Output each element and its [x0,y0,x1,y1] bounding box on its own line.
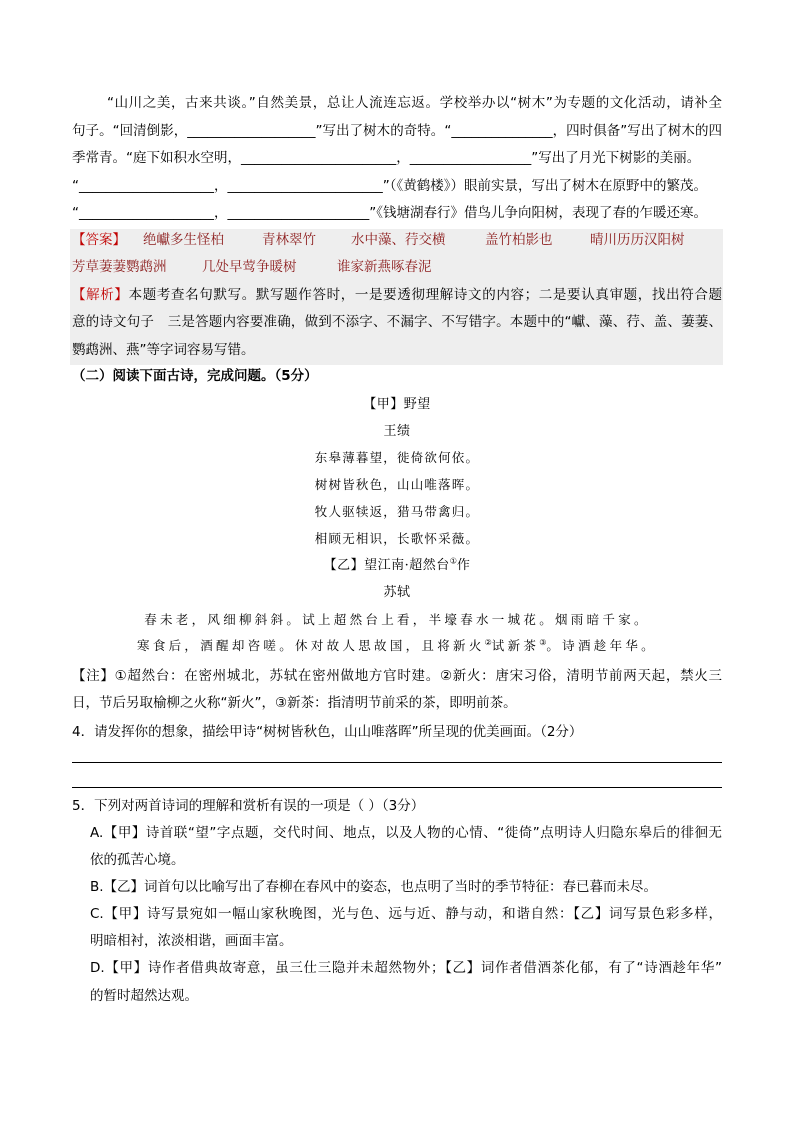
answer-item: 谁家新燕啄春泥 [337,259,432,275]
poem-b-text: 寒食后，酒醒却咨嗟。休对故人思故国，且将新火 [137,638,485,653]
answer-item: 盖竹柏影也 [485,232,553,248]
answer-line [72,762,722,763]
poem-a-line: 牧人驱犊返，猎马带禽归。 [314,504,480,519]
option-c-line-2: 明暗相衬，浓淡相谐，画面丰富。 [90,933,293,949]
option-b-line-1: B.【乙】词首句以比喻写出了春柳在春风中的姿态，也点明了当时的季节特征：春已暮而未尽。 [90,879,658,895]
fill-in-line-1: “山川之美，古来共谈。”自然美景，总让人流连忘返。学校举办以“树木”为专题的文化活动，请补全 [107,95,722,111]
answer-row-1 [72,230,722,250]
answer-row-2 [72,257,722,277]
option-c-line-1: C.【甲】诗写景宛如一幅山家秋晚图，光与色、远与近、静与动，和谐自然：【乙】词写景色彩多样， [90,906,722,922]
option-d-line-1: D.【甲】诗作者借典故寄意，虽三仕三隐并未超然物外；【乙】词作者借酒茶化郁，有了“诗酒趁年华” [90,960,722,976]
answer-item: 芳草萋萋鹦鹉洲 [72,259,167,275]
footnote-marker: ② [484,637,492,647]
poem-a-author: 王绩 [383,424,411,439]
option-d-line-2: 的暂时超然达观。 [90,988,198,1004]
poem-b-text: 试新茶 [491,638,540,653]
poem-b-author: 苏轼 [383,585,411,600]
analysis-text: 本题考查名句默写。默写题作答时，一是要透彻理解诗文的内容；二是要认真审题，找出符合题 [128,287,722,303]
analysis-line-2: 意的诗文句子 三是答题内容要准确，做到不添字、不漏字、不写错字。本题中的“巘、藻、荇、盖、萋萋、 [72,314,722,330]
analysis-line-3: 鹦鹉洲、燕”等字词容易写错。 [72,342,255,358]
answer-item: 青林翠竹 [262,232,316,248]
analysis-label: 【解析】 [72,287,129,303]
poem-a-line: 树树皆秋色，山山唯落晖。 [314,477,480,492]
analysis-line-1 [72,285,722,305]
poem-a-line: 东皋薄暮望，徙倚欲何依。 [314,450,480,465]
footnote-marker: ③ [539,637,547,647]
fill-in-line-4: “____________________，_______________________”（《黄鹤楼》）眼前实景，写出了树木在原野中的繁茂。 [72,178,707,194]
question-5-stem: 5．下列对两首诗词的理解和赏析有误的一项是（ ）（3分） [72,798,425,814]
poem-b-title-suffix: 作 [456,558,471,573]
notes-line-2: 日，节后另取榆柳之火称“新火”，③新茶：指清明节前采的茶，即明前茶。 [72,695,517,711]
option-a-line-2: 依的孤苦心境。 [90,852,185,868]
answer-label: 【答案】 [72,232,126,248]
fill-in-line-5: “____________________，_____________________”《钱塘湖春行》借鸟儿争向阳树，表现了春的乍暖还寒。 [72,205,707,221]
poem-b-title [72,557,722,575]
option-a-line-1: A.【甲】诗首联“望”字点题，交代时间、地点，以及人物的心情、“徙倚”点明诗人归隐东皋后的徘徊无 [90,825,722,841]
answer-item: 水中藻、荇交横 [351,232,446,248]
footnote-marker: ① [449,556,457,566]
notes-line-1: 【注】①超然台：在密州城北，苏轼在密州做地方官时建。②新火：唐宋习俗，清明节前两天起，禁火三 [72,668,722,684]
poem-b-title-text: 【乙】望江南·超然台 [323,558,450,573]
fill-in-line-2: 句子。“回清倒影，___________________”写出了树木的奇特。“_______________，四时俱备”写出了树木的四 [72,123,722,139]
poem-a-line: 相顾无相识，长歌怀采薇。 [314,531,480,546]
poem-b-line [72,637,722,655]
poem-b-text: 。诗酒趁年华。 [546,638,657,653]
section-heading: （二）阅读下面古诗，完成问题。（5分） [72,368,318,384]
answer-item: 绝巘多生怪柏 [143,232,224,248]
fill-in-line-3: 季常青。“庭下如积水空明，_______________________，__________________”写出了月光下树影的美丽。 [72,150,701,166]
answer-item: 几处早莺争暖树 [202,259,297,275]
answer-item: 晴川历历汉阳树 [590,232,685,248]
poem-b-line: 春未老，风细柳斜斜。试上超然台上看，半壕春水一城花。烟雨暗千家。 [144,612,650,627]
poem-a-title: 【甲】野望 [363,397,431,412]
answer-line [72,787,722,788]
question-4-stem: 4．请发挥你的想象，描绘甲诗“树树皆秋色，山山唯落晖”所呈现的优美画面。（2分） [72,724,583,740]
